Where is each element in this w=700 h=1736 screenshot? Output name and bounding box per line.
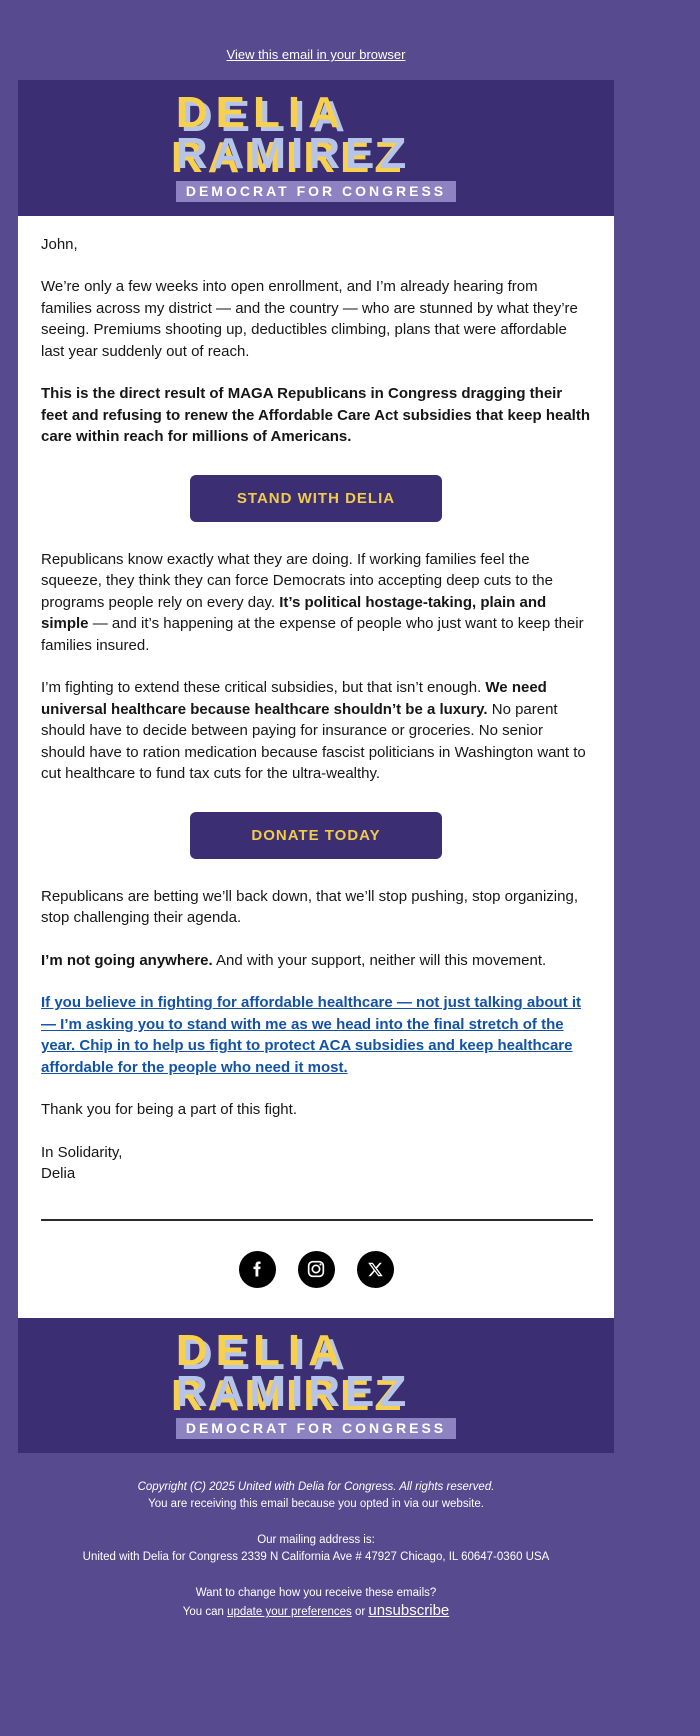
x-icon[interactable] bbox=[357, 1251, 394, 1288]
logo-delia: DELIA bbox=[175, 88, 348, 137]
footer-logo-delia: DELIA bbox=[175, 1325, 348, 1375]
footer bbox=[18, 1453, 614, 1680]
body-paragraph bbox=[41, 276, 591, 362]
body-paragraph bbox=[41, 677, 591, 785]
view-in-browser-link[interactable]: View this email in your browser bbox=[226, 47, 406, 62]
unsubscribe-link[interactable]: unsubscribe bbox=[368, 1602, 450, 1620]
body-paragraph bbox=[41, 549, 591, 657]
body-paragraph bbox=[41, 234, 591, 256]
cta-link-paragraph[interactable]: If you believe in fighting for affordable healthcare — not just talking about it — I’m asking you to stand with me as we head into the final stretch of the year. Chip in to help us fight to protect ACA subsidies and keep healthcare affordable for the people who need it most. bbox=[41, 994, 582, 1076]
donate-today-button[interactable]: DONATE TODAY bbox=[190, 812, 442, 859]
email-card bbox=[18, 80, 614, 1680]
body-text: Republicans know exactly what they are doing. If working families feel the squeeze, they think they can force Democrats into accepting deep cuts to the programs people rely on every day. bbox=[41, 550, 553, 611]
body-paragraph bbox=[41, 886, 591, 929]
body-text: — and it’s happening at the expense of people who just want to keep their families insured. bbox=[41, 615, 584, 654]
bold-text: It’s political hostage-taking, plain and simple bbox=[41, 593, 547, 633]
logo-ramirez: RAMIREZ bbox=[175, 129, 412, 179]
you-can-text: You can bbox=[182, 1606, 228, 1619]
email-body-blocks bbox=[41, 234, 591, 1185]
facebook-icon[interactable] bbox=[239, 1251, 276, 1288]
instagram-glyph bbox=[306, 1259, 326, 1279]
stand-with-delia-button[interactable]: STAND WITH DELIA bbox=[190, 475, 442, 522]
mailing-address: United with Delia for Congress 2339 N California Ave # 47927 Chicago, IL 60647-0360 USA bbox=[82, 1551, 550, 1564]
footer-logo-block bbox=[18, 1318, 614, 1454]
logo bbox=[175, 88, 456, 202]
body-text: John, bbox=[41, 235, 78, 253]
footer-copyright-group bbox=[28, 1479, 604, 1513]
body-text: Republicans are betting we’ll back down, that we’ll stop pushing, stop organizing, stop challenging their agenda. bbox=[41, 887, 578, 927]
footer-preferences-group bbox=[28, 1585, 604, 1621]
body-text: No parent should have to decide between paying for insurance or groceries. No senior should have to ration medication because fascist politicians in Washington want to cut healthcare to fund tax cuts for the ultra-wealthy. bbox=[41, 700, 586, 783]
instagram-icon[interactable] bbox=[298, 1251, 335, 1288]
footer-logo-ramirez: RAMIREZ bbox=[175, 1367, 412, 1417]
bold-text: We need universal healthcare because healthcare shouldn’t be a luxury. bbox=[41, 679, 547, 718]
logo-tagline: DEMOCRAT FOR CONGRESS bbox=[176, 181, 456, 202]
facebook-glyph bbox=[247, 1259, 267, 1279]
body-paragraph bbox=[41, 1142, 591, 1185]
update-preferences-link[interactable]: update your preferences bbox=[227, 1606, 352, 1619]
body-text: In Solidarity, bbox=[41, 1143, 123, 1161]
bold-text: I’m not going anywhere. bbox=[41, 951, 213, 969]
social-row bbox=[41, 1221, 591, 1302]
x-glyph bbox=[367, 1261, 384, 1278]
body-paragraph bbox=[41, 950, 591, 972]
email-body bbox=[18, 216, 614, 1318]
change-emails-prompt: Want to change how you receive these emails? bbox=[195, 1587, 437, 1600]
or-text: or bbox=[351, 1606, 369, 1619]
copyright-text: Copyright (C) 2025 United with Delia for Congress. All rights reserved. bbox=[137, 1481, 495, 1494]
bold-text: This is the direct result of MAGA Republicans in Congress dragging their feet and refusing to renew the Affordable Care Act subsidies that keep health care within reach for millions of Americans. bbox=[41, 385, 590, 446]
preheader bbox=[18, 0, 614, 80]
optin-text: You are receiving this email because you opted in via our website. bbox=[148, 1498, 484, 1511]
body-paragraph bbox=[41, 1099, 591, 1121]
body-text: Delia bbox=[41, 1165, 76, 1183]
footer-address-group bbox=[28, 1532, 604, 1566]
header-logo-block bbox=[18, 80, 614, 216]
body-text: We’re only a few weeks into open enrollment, and I’m already hearing from families across my district — and the country — who are stunned by what they’re seeing. Premiums shooting up, deductibles climbing, plans that were affordable last year suddenly out of reach. bbox=[41, 278, 578, 360]
mailing-address-label: Our mailing address is: bbox=[257, 1534, 375, 1547]
body-text: And with your support, neither will this movement. bbox=[212, 951, 547, 969]
body-text: Thank you for being a part of this fight. bbox=[41, 1101, 297, 1119]
body-paragraph bbox=[41, 383, 591, 448]
body-text: I’m fighting to extend these critical subsidies, but that isn’t enough. bbox=[41, 679, 486, 697]
footer-logo-tagline: DEMOCRAT FOR CONGRESS bbox=[176, 1418, 456, 1439]
unsubscribe-line bbox=[28, 1602, 604, 1621]
footer-logo bbox=[175, 1325, 456, 1440]
